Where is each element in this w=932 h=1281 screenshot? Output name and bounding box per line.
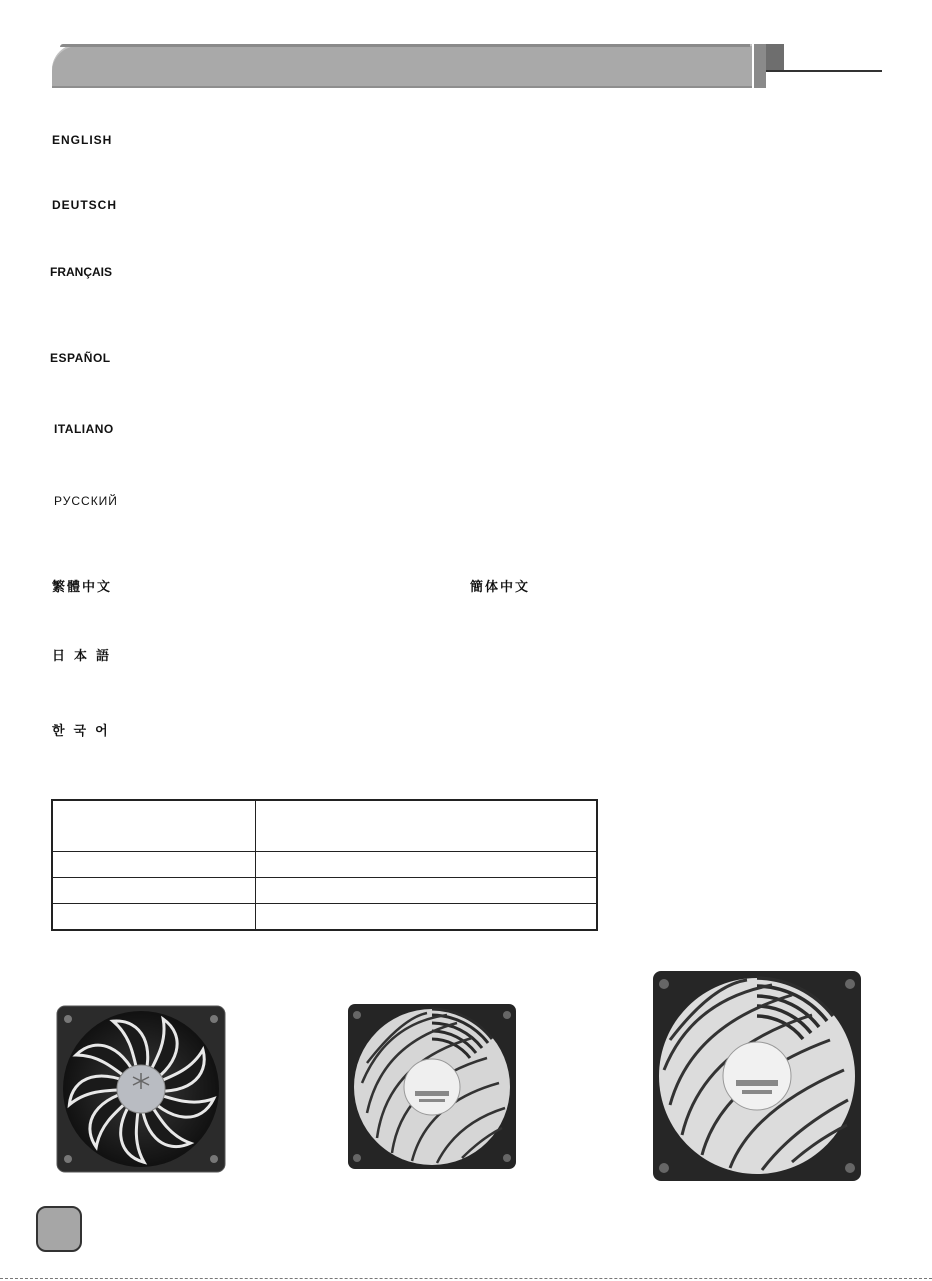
- table-cell: [52, 878, 256, 904]
- bottom-dashed-rule: [0, 1278, 932, 1279]
- header-rule: [766, 70, 882, 72]
- lang-francais: FRANÇAIS: [50, 265, 112, 279]
- table-row: [52, 878, 597, 904]
- lang-espanol: ESPAÑOL: [50, 351, 111, 365]
- page-number-badge: [36, 1206, 82, 1252]
- lang-trad-chinese: 繁體中文: [52, 579, 113, 594]
- table-cell: [256, 878, 598, 904]
- table-cell: [52, 800, 256, 852]
- table-cell: [256, 904, 598, 931]
- table-cell: [256, 800, 598, 852]
- header-step: [766, 44, 784, 72]
- large-spiral-grille-fan-icon: [652, 970, 862, 1182]
- black-fan-icon: [56, 1005, 226, 1173]
- lang-russian: РУССКИЙ: [54, 494, 118, 508]
- header-end-block: [754, 44, 766, 88]
- lang-simp-chinese: 簡体中文: [470, 579, 531, 594]
- spec-table: [51, 799, 598, 931]
- table-cell: [256, 852, 598, 878]
- spiral-grille-fan-icon: [347, 1003, 517, 1170]
- table-cell: [52, 904, 256, 931]
- table-row: [52, 852, 597, 878]
- header-tab: [52, 44, 752, 88]
- lang-deutsch: DEUTSCH: [52, 198, 118, 212]
- table-header-row: [52, 800, 597, 852]
- header-tab-edge: [60, 44, 750, 47]
- lang-english: ENGLISH: [52, 133, 113, 147]
- lang-japanese: 日本語: [52, 648, 119, 663]
- table-cell: [52, 852, 256, 878]
- table-row: [52, 904, 597, 931]
- lang-italiano: ITALIANO: [54, 422, 114, 436]
- lang-korean: 한국어: [52, 723, 117, 738]
